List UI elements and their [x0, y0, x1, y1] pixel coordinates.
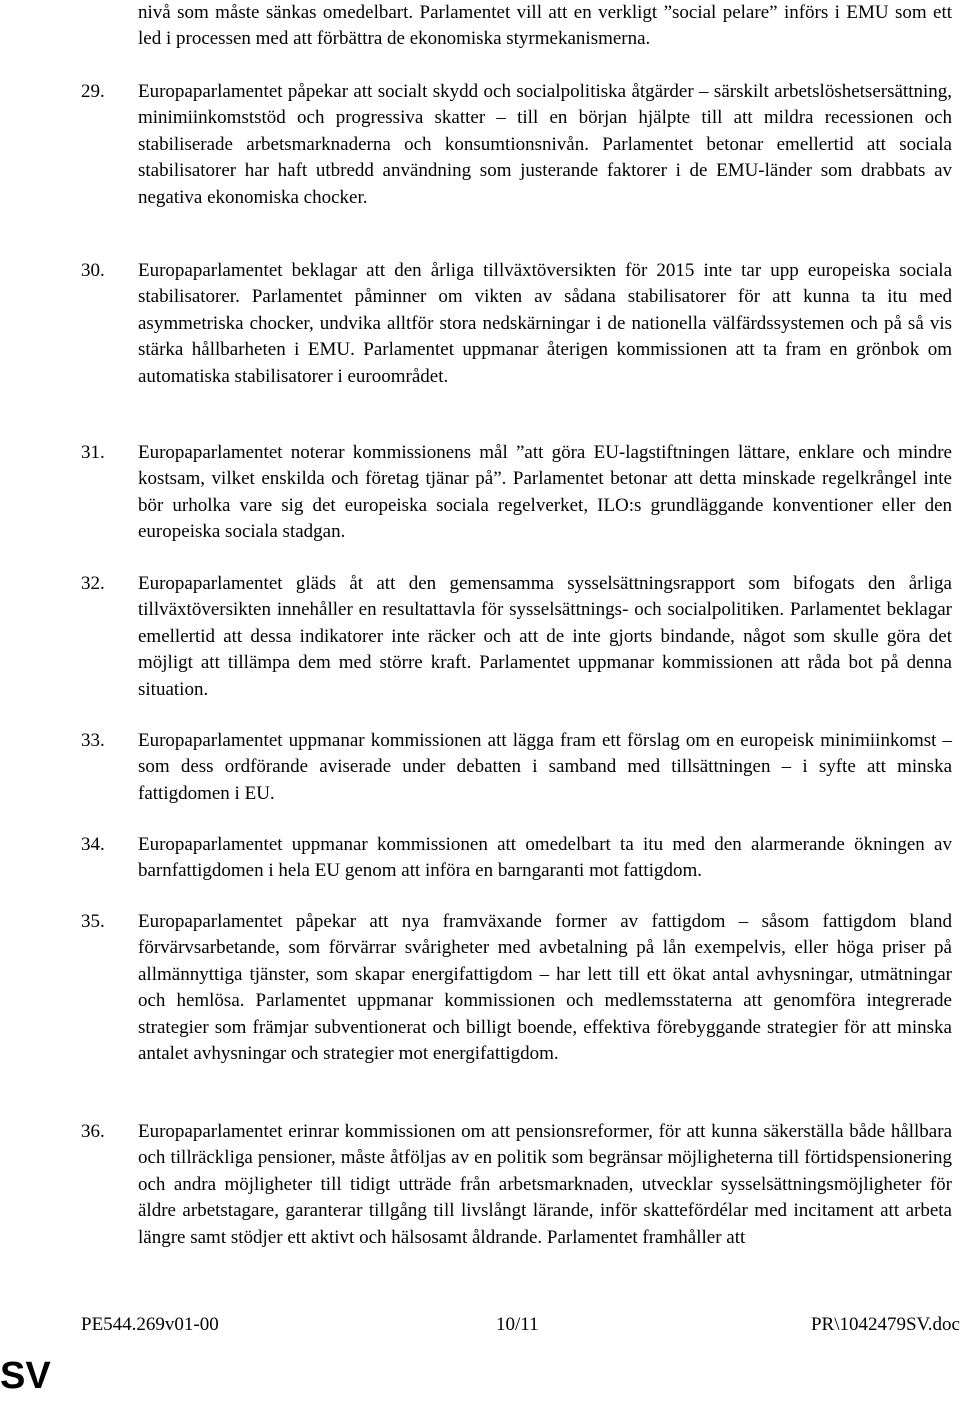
paragraph-text: Europaparlamentet påpekar att socialt skydd och socialpolitiska åtgärder – särskilt arbetslöshetsersättning, minimiinkomststöd och progressiva skatter – till en början hjälpte till att mildra recessionen och stabiliserade arbetsmarknaderna och konsumtionsnivån. Parlamentet betonar emellertid att sociala stabilisatorer har haft utbredd användning som justerande faktorer i de EMU-länder som drabbats av negativa ekonomiska chocker. — [138, 81, 952, 208]
paragraph-number: 31. — [81, 442, 105, 463]
paragraph-text: Europaparlamentet erinrar kommissionen om att pensionsreformer, för att kunna säkerställa både hållbara och tillräckliga pensioner, måste åtföljas av en politik som begränsar möjligheterna till förtidspensionering och andra möjligheter till tidigt utträde från arbetsmarknaden, utvecklar sysselsättningsmöjligheter för äldre arbetstagare, garanterar tillgång till livslångt lärande, inför skattefördélar med incitament att arbeta längre samt stödjer ett aktivt och hälsosamt åldrande. Parlamentet framhåller att — [138, 1121, 952, 1248]
paragraph-number: 36. — [81, 1121, 105, 1142]
paragraph-text: Europaparlamentet gläds åt att den gemensamma sysselsättningsrapport som bifogats den årliga tillväxtöversikten innehåller en resultattavla för sysselsättnings- och socialpolitiken. Parlamentet beklagar emellertid att dessa indikatorer inte räcker och att de inte gjorts bindande, något som skulle göra det möjligt att tillämpa dem med större kraft. Parlamentet uppmanar kommissionen att råda bot på denna situation. — [138, 573, 952, 700]
lead-paragraph: nivå som måste sänkas omedelbart. Parlamentet vill att en verkligt ”social pelare” införs i EMU som ett led i processen med att förbättra de ekonomiska styrmekanismerna. — [138, 2, 952, 50]
paragraph-text: Europaparlamentet beklagar att den årliga tillväxtöversikten för 2015 inte tar upp europeiska sociala stabilisatorer. Parlamentet påminner om vikten av sådana stabilisatorer för att kunna ta itu med asymmetriska chocker, undvika alltför stora nedskärningar i de nationella välfärdssystemen och på så vis stärka hållbarheten i EMU. Parlamentet uppmanar återigen kommissionen att ta fram en grönbok om automatiska stabilisatorer i euroområdet. — [138, 260, 952, 387]
paragraph-35 — [81, 909, 952, 1067]
paragraph-30 — [81, 258, 952, 390]
paragraph-number: 29. — [81, 81, 105, 102]
page-footer — [81, 1312, 960, 1338]
paragraph-number: 35. — [81, 911, 105, 932]
paragraph-text: Europaparlamentet uppmanar kommissionen att lägga fram ett förslag om en europeisk minimiinkomst – som dess ordförande aviserade under debatten i samband med tillsättningen – i syfte att minska fattigdomen i EU. — [138, 730, 952, 804]
paragraph-33 — [81, 728, 952, 807]
paragraph-text: Europaparlamentet uppmanar kommissionen att omedelbart ta itu med den alarmerande ökningen av barnfattigdomen i hela EU genom att införa en barngaranti mot fattigdom. — [138, 834, 952, 882]
paragraph-31 — [81, 440, 952, 546]
footer-doc-ref: PE544.269v01-00 — [81, 1314, 219, 1335]
paragraph-text: Europaparlamentet påpekar att nya framväxande former av fattigdom – såsom fattigdom bland förvärvsarbetande, som förvärrar svårigheter med avbetalning på lån exempelvis, eller höga priser på allmännyttiga tjänster, som skapar energifattigdom – har lett till ett ökat antal avhysningar, utmätningar och hemlösa. Parlamentet uppmanar kommissionen och medlemsstaterna att genomföra integrerade strategier som främjar subventionerat och billigt boende, effektiva förebyggande strategier för att minska antalet avhysningar och strategier mot energifattigdom. — [138, 911, 952, 1065]
footer-page-number: 10/11 — [496, 1314, 539, 1335]
footer-file-name: PR\1042479SV.doc — [810, 1314, 960, 1335]
paragraph-number: 32. — [81, 573, 105, 594]
paragraph-number: 34. — [81, 834, 105, 855]
paragraph-34 — [81, 832, 952, 885]
paragraph-29 — [81, 79, 952, 211]
language-code: SV — [0, 1355, 51, 1397]
paragraph-32 — [81, 571, 952, 703]
paragraph-number: 33. — [81, 730, 105, 751]
paragraph-text: Europaparlamentet noterar kommissionens mål ”att göra EU-lagstiftningen lättare, enklare och mindre kostsam, vilket enskilda och företag tjänar på”. Parlamentet betonar att detta minskade regelkrångel inte bör urholka vare sig det europeiska sociala regelverket, ILO:s grundläggande konventioner eller den europeiska sociala stadgan. — [138, 442, 952, 543]
paragraph-36 — [81, 1119, 952, 1251]
paragraph-number: 30. — [81, 260, 105, 281]
